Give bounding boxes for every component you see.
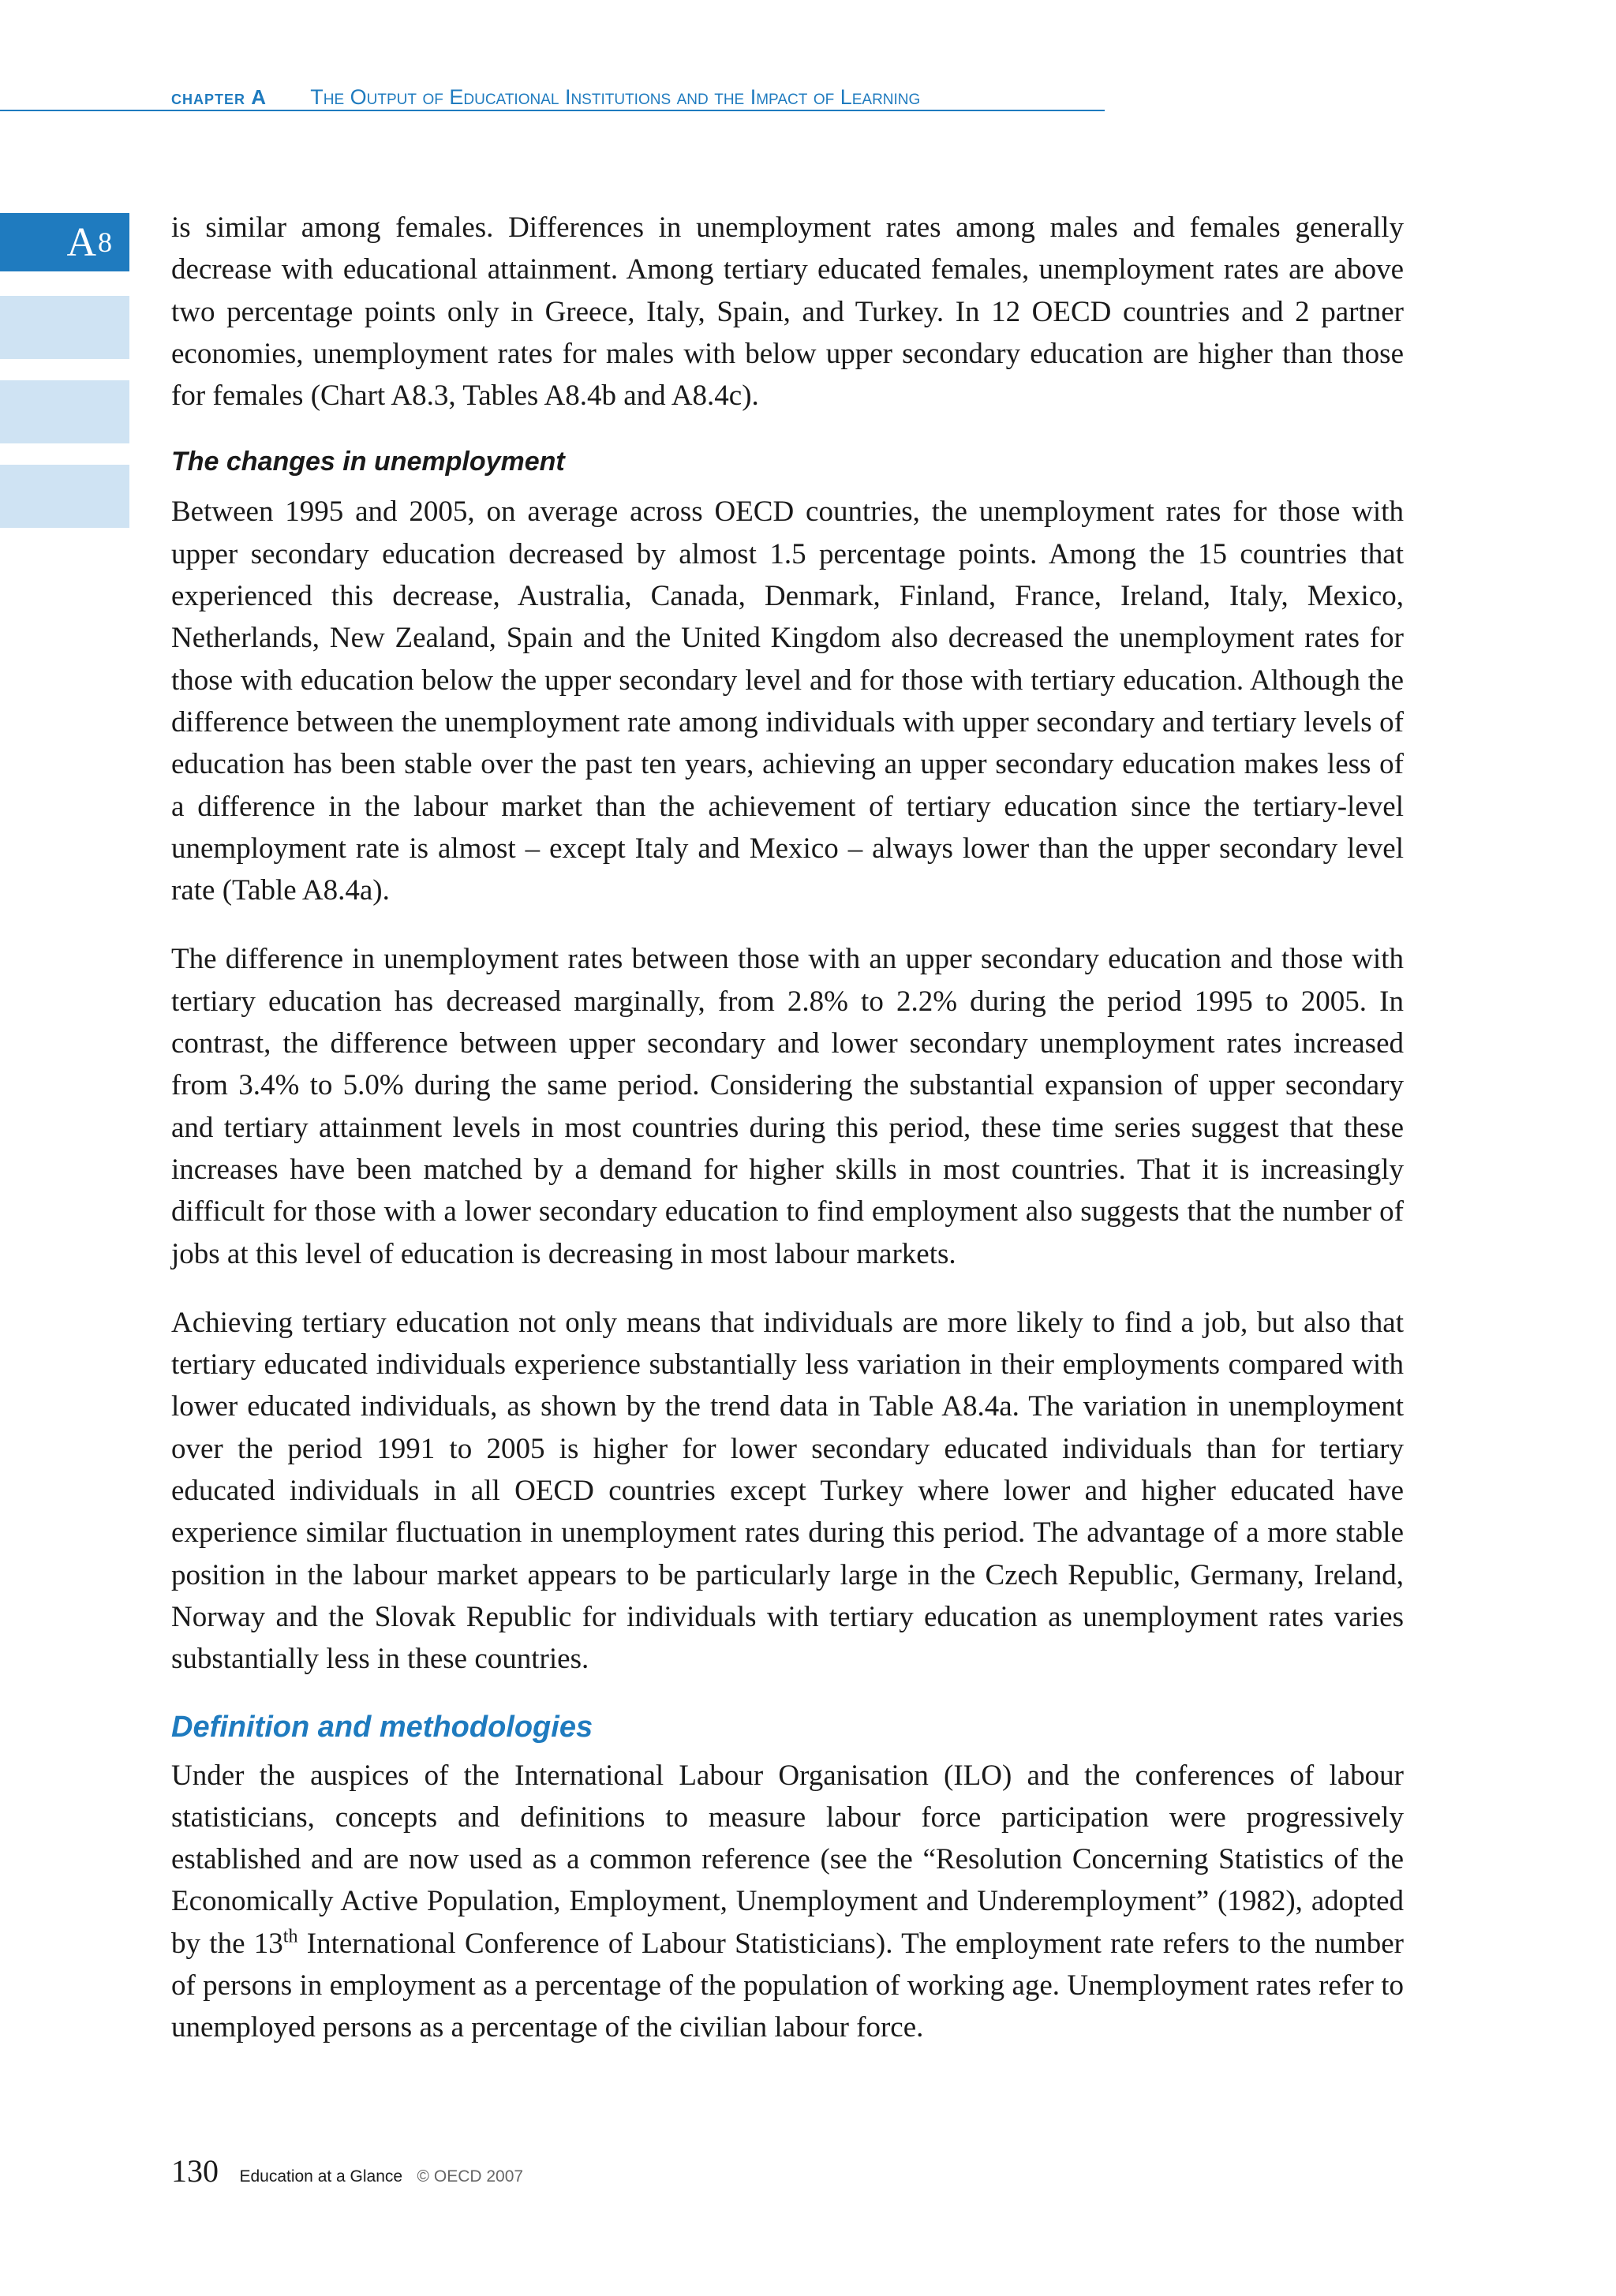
side-tab-decor-2 — [0, 380, 129, 443]
chapter-label: chapter A — [171, 85, 267, 109]
tab-letter: A — [66, 219, 96, 265]
running-header — [171, 85, 920, 112]
paragraph-5-part-1: Under the auspices of the International Labour Organisation (ILO) and the conferences of labour statisticians, concepts and definitions to measure labour force participation were progressively established and are now used as a common reference (see the “Resolution Concerning Statistics of the Economically Active Population, Employment, Unemployment and Underemployment” (1982), adopted by the 13 — [171, 1759, 1404, 1960]
section-heading-definitions: Definition and methodologies — [171, 1710, 593, 1744]
paragraph-1: is similar among females. Differences in unemployment rates among males and females generally decrease with educational attainment. Among tertiary educated females, unemployment rates are above two percentage points only in Greece, Italy, Spain, and Turkey. In 12 OECD countries and 2 partner economies, unemployment rates for males with below upper secondary education are higher than those for females (Chart A8.3, Tables A8.4b and A8.4c). — [171, 211, 1404, 413]
paragraph-5-part-2: International Conference of Labour Statisticians). The employment rate refers to the number of persons in employment as a percentage of the population of working age. Unemployment rates refer to unemployed persons as a percentage of the civilian labour force. — [171, 1927, 1404, 2044]
paragraph-3: The difference in unemployment rates between those with an upper secondary education and those with tertiary education has decreased marginally, from 2.8% to 2.2% during the period 1995 to 2005. In contrast, the difference between upper secondary and lower secondary unemployment rates increased from 3.4% to 5.0% during the same period. Considering the substantial expansion of upper secondary and tertiary attainment levels in most countries during this period, these time series suggest that these increases have been matched by a demand for higher skills in most countries. That it is increasingly difficult for those with a lower secondary education to find employment also suggests that the number of jobs at this level of education is decreasing in most labour markets. — [171, 943, 1404, 1270]
main-content — [171, 207, 1404, 2076]
ordinal-suffix: th — [282, 1926, 298, 1947]
subheading-changes: The changes in unemployment — [171, 447, 565, 477]
side-tab-decor-3 — [0, 465, 129, 528]
page-number: 130 — [171, 2153, 219, 2189]
paragraph-5 — [171, 1755, 1404, 2049]
publication-title: Education at a Glance — [239, 2167, 403, 2186]
tab-number: 8 — [98, 226, 112, 258]
page-footer — [171, 2152, 523, 2189]
copyright: © OECD 2007 — [417, 2167, 524, 2186]
chapter-title: The Output of Educational Institutions and the Impact of Learning — [310, 85, 921, 109]
side-tab-decor-1 — [0, 296, 129, 359]
paragraph-4: Achieving tertiary education not only means that individuals are more likely to find a job, but also that tertiary educated individuals experience substantially less variation in their employments compared with lower educated individuals, as shown by the trend data in Table A8.4a. The variation in unemployment over the period 1991 to 2005 is higher for lower secondary educated individuals than for tertiary educated individuals in all OECD countries except Turkey where lower and higher educated have experience similar fluctuation in unemployment rates during this period. The advantage of a more stable position in the labour market appears to be particularly large in the Czech Republic, Germany, Ireland, Norway and the Slovak Republic for individuals with tertiary education as unemployment rates varies substantially less in these countries. — [171, 1306, 1404, 1676]
paragraph-2: Between 1995 and 2005, on average across OECD countries, the unemployment rates for those with upper secondary education decreased by almost 1.5 percentage points. Among the 15 countries that experienced this decrease, Australia, Canada, Denmark, Finland, France, Ireland, Italy, Mexico, Netherlands, New Zealand, Spain and the United Kingdom also decreased the unemployment rates for those with education below the upper secondary level and for those with tertiary education. Although the difference between the unemployment rate among individuals with upper secondary and tertiary levels of education has been stable over the past ten years, achieving an upper secondary education makes less of a difference in the labour market than the achievement of tertiary education since the tertiary-level unemployment rate is almost – except Italy and Mexico – always lower than the upper secondary level rate (Table A8.4a). — [171, 495, 1404, 907]
section-tab-a8 — [0, 213, 129, 271]
